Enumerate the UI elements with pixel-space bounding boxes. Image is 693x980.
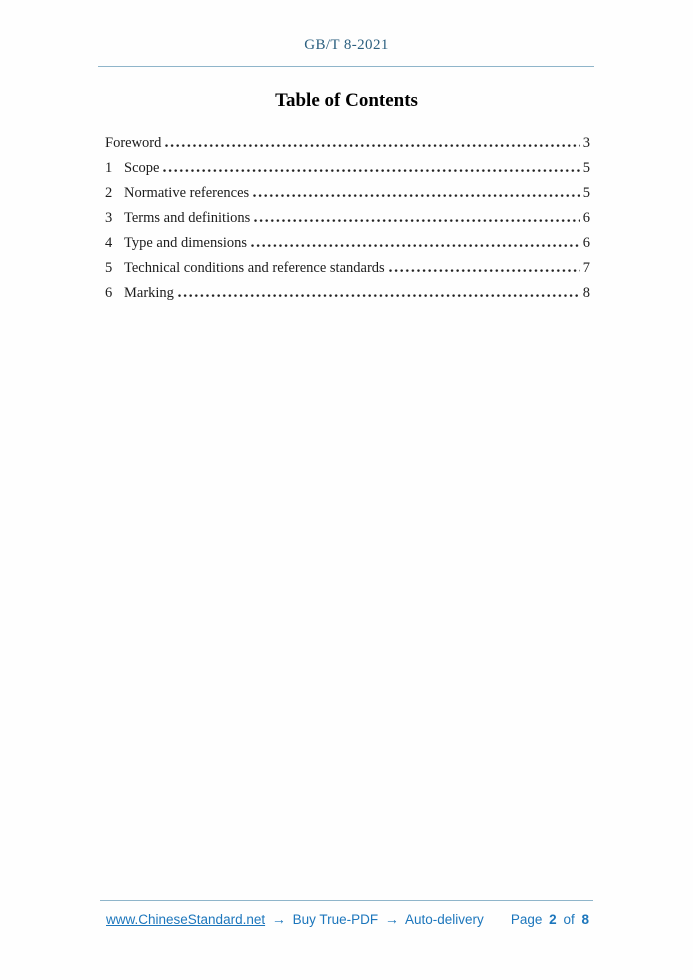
- toc-dot-leader: [389, 268, 580, 272]
- toc-entry-label: Marking: [124, 285, 174, 301]
- page-of-label: of: [563, 912, 575, 927]
- toc-entry-number: 2: [105, 185, 113, 201]
- toc-dot-leader: [163, 168, 579, 172]
- toc-entry: [105, 256, 590, 281]
- arrow-icon: →: [271, 911, 286, 927]
- toc-entry-number: 4: [105, 235, 113, 251]
- website-link[interactable]: www.ChineseStandard.net: [106, 912, 266, 927]
- toc-entry: [105, 206, 590, 231]
- toc-entry-number: 6: [105, 285, 113, 301]
- toc-entry-label: Technical conditions and reference standards: [124, 260, 385, 276]
- page-label: Page: [510, 912, 543, 927]
- toc-entry-page: 5: [582, 160, 590, 176]
- toc-entry-number: 1: [105, 160, 113, 176]
- footer-promo: [106, 911, 487, 927]
- toc-entry-page: 3: [582, 135, 590, 151]
- toc-entry-number: 3: [105, 210, 113, 226]
- total-pages: 8: [581, 912, 589, 927]
- toc-entry-label: Normative references: [124, 185, 250, 201]
- toc-entry: [105, 156, 590, 181]
- toc-entry-number: 5: [105, 260, 113, 276]
- toc-entry: [105, 131, 590, 156]
- footer-action-delivery: Auto-delivery: [404, 912, 484, 927]
- toc-entry-label: Foreword: [105, 135, 162, 151]
- footer-rule: [100, 900, 593, 901]
- toc-entry-label: Type and dimensions: [124, 235, 248, 251]
- page-footer: [106, 911, 589, 927]
- toc-entry: [105, 181, 590, 206]
- header-rule: [98, 66, 594, 67]
- toc-dot-leader: [251, 243, 580, 247]
- toc-entry: [105, 281, 590, 306]
- page-title: Table of Contents: [275, 90, 418, 111]
- toc-dot-leader: [254, 218, 580, 222]
- current-page: 2: [549, 912, 557, 927]
- toc-dot-leader: [253, 193, 580, 197]
- toc-entry-page: 6: [582, 210, 590, 226]
- toc-entry-page: 7: [582, 260, 590, 276]
- toc-entry-page: 6: [582, 235, 590, 251]
- toc-list: [105, 131, 590, 306]
- doc-code: GB/T 8-2021: [304, 37, 389, 53]
- toc-entry: [105, 231, 590, 256]
- arrow-icon: →: [384, 911, 399, 927]
- toc-dot-leader: [165, 143, 579, 147]
- toc-dot-leader: [178, 293, 580, 297]
- page-indicator: [508, 912, 589, 927]
- toc-entry-label: Terms and definitions: [124, 210, 251, 226]
- footer-action-buy: Buy True-PDF: [292, 912, 379, 927]
- toc-entry-page: 5: [582, 185, 590, 201]
- toc-entry-page: 8: [582, 285, 590, 301]
- toc-entry-label: Scope: [124, 160, 160, 176]
